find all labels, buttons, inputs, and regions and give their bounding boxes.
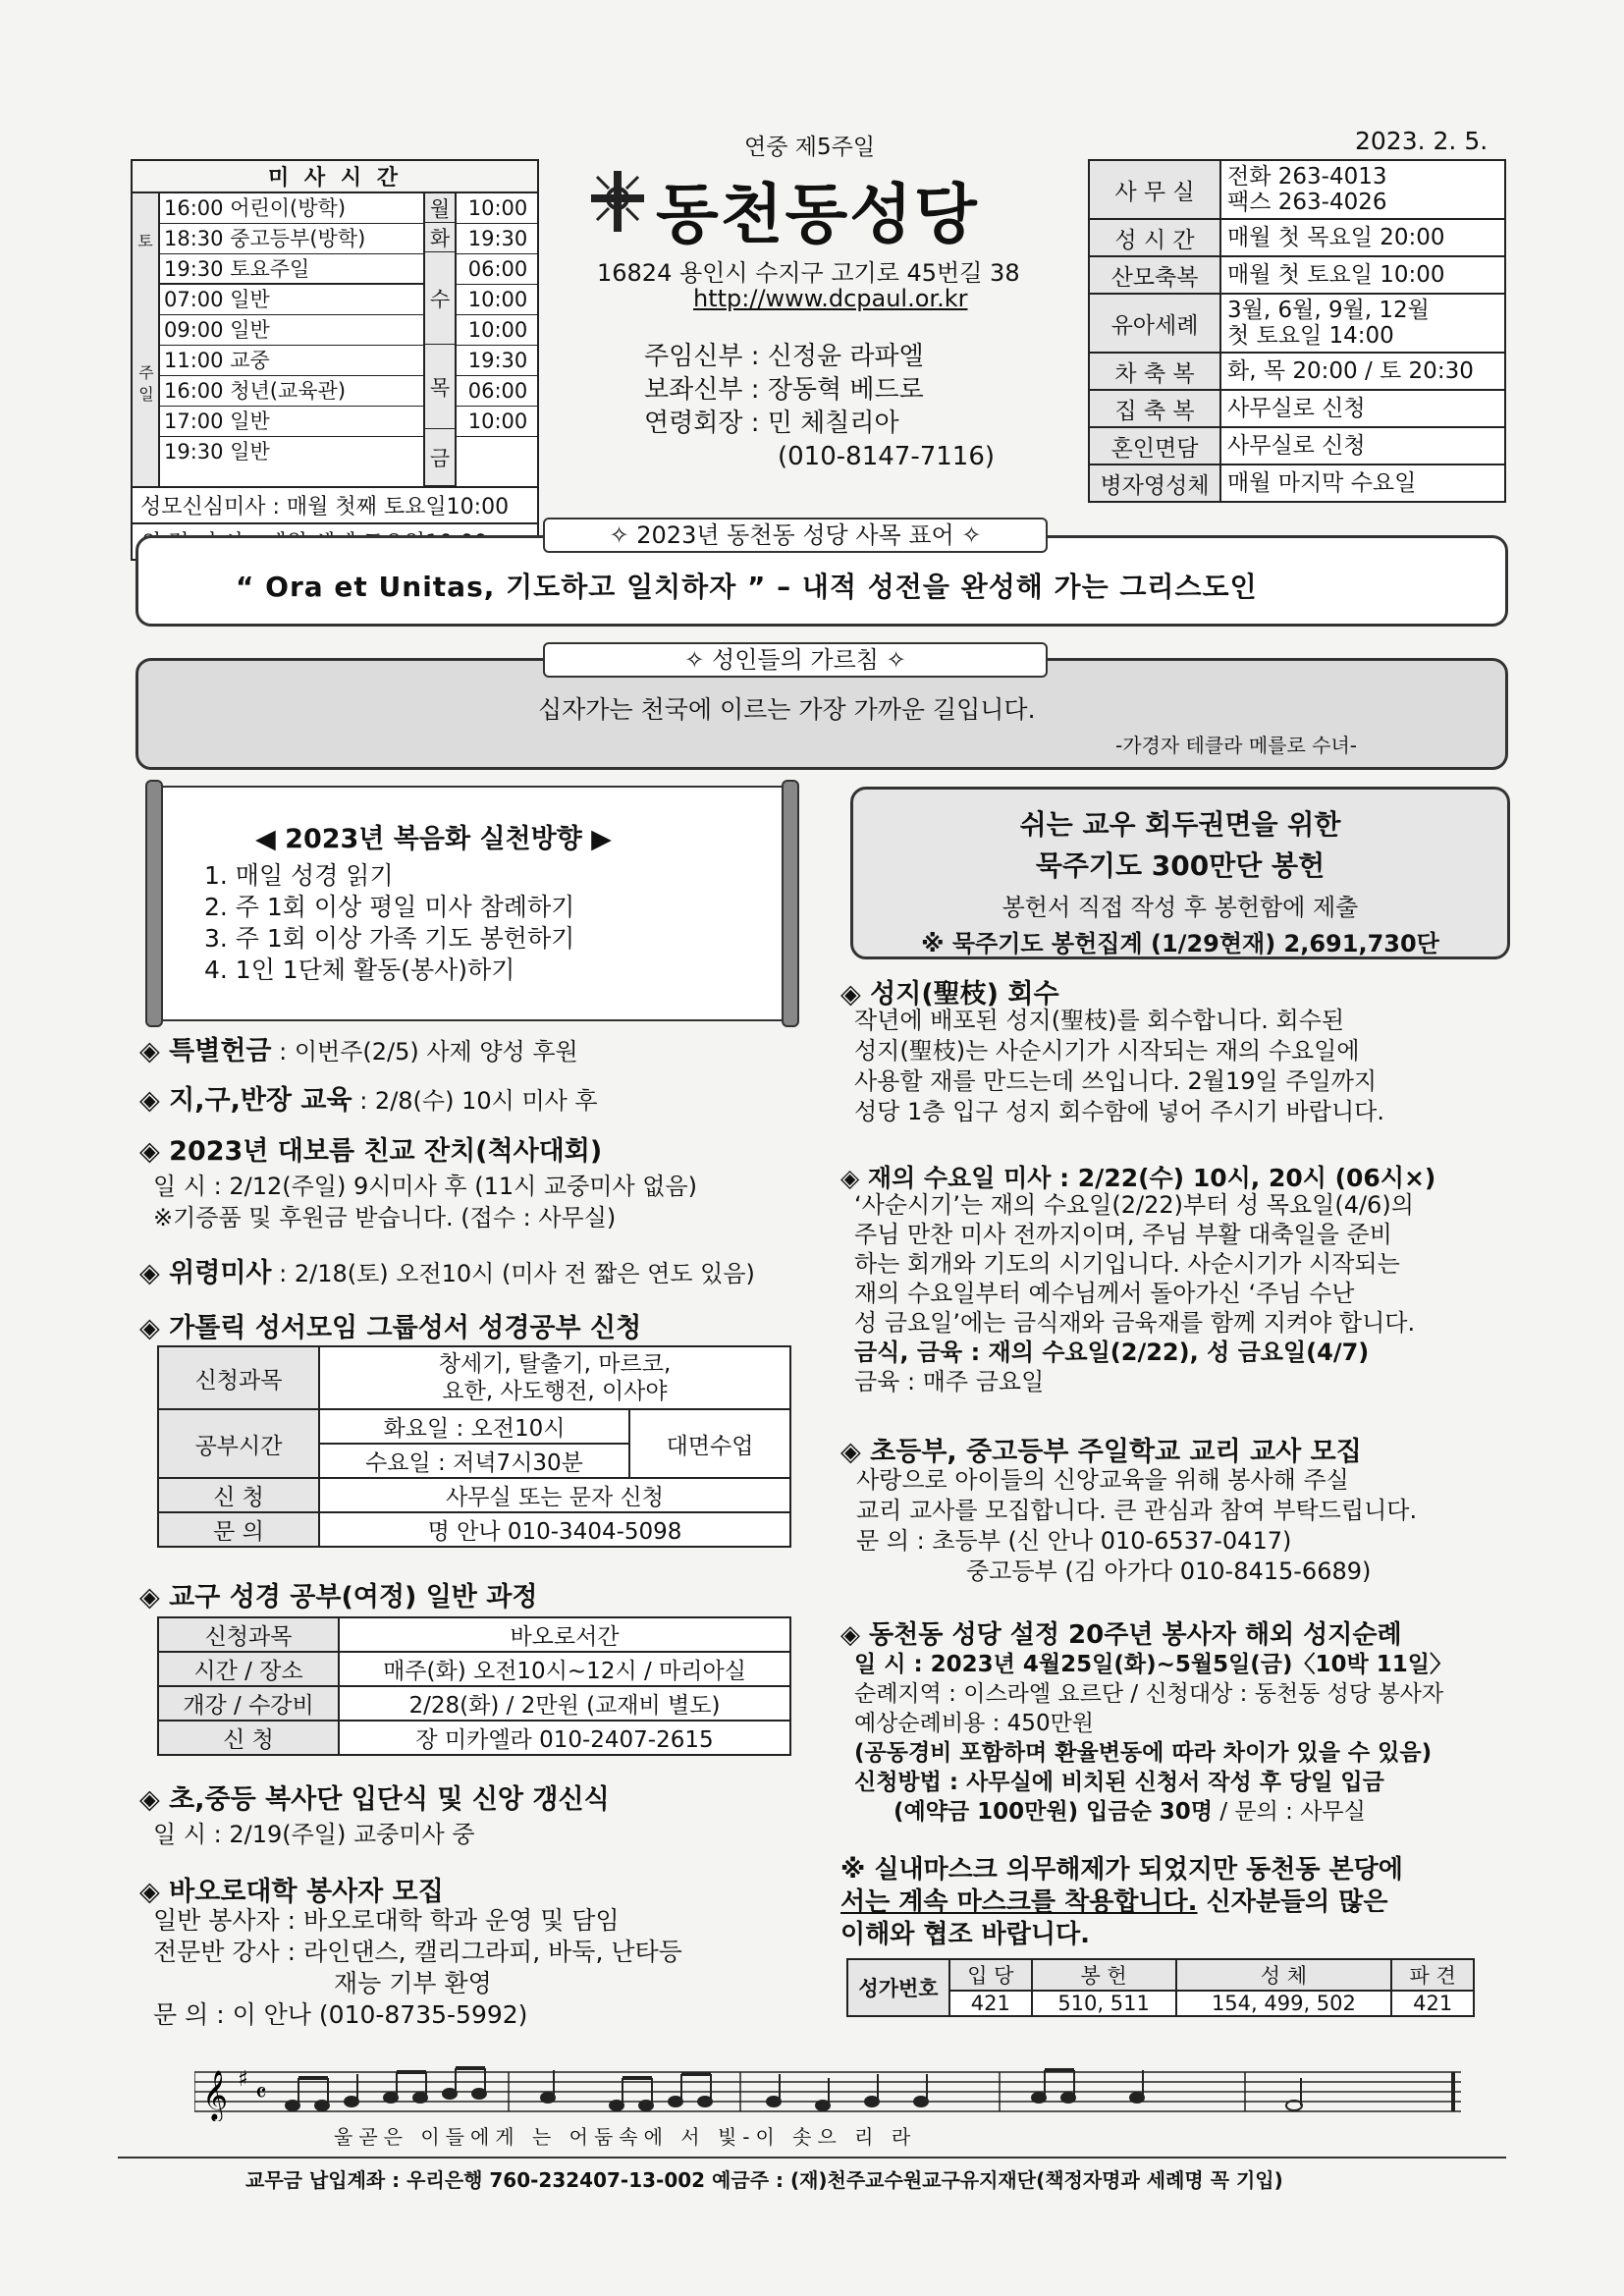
ash-body: ‘사순시기’는 재의 수요일(2/22)부터 성 목요일(4/6)의 주님 만찬 미사 전까지이며, 주님 부활 대축일을 준비 하는 회개와 기도의 시기입니다. 사순시기가 시작되는 재의 수요일부터 예수님께서 돌아가신 ‘주님 수난 성 금요일’에는 금식재와 금육재를 함께 지켜야 합니다. 금식, 금육 : 재의 수요일(2/22), 성 금요일(4/7) 금육 : 매주 금요일 <box>854 1191 1416 1395</box>
mass-time-row: 16:00 어린이(방학) <box>160 193 423 224</box>
parish-logo <box>587 167 648 240</box>
weekday-time: 06:00 <box>457 376 539 407</box>
diocese-study-row <box>158 1686 790 1721</box>
office-info-value: 화, 목 20:00 / 토 20:30 <box>1220 353 1505 390</box>
weekday-time: 10:00 <box>457 285 539 315</box>
diocese-study-table <box>157 1616 791 1756</box>
diocese-study-row <box>158 1721 790 1755</box>
office-info-table <box>1088 159 1506 503</box>
diocese-study-title: ◈ 교구 성경 공부(여정) 일반 과정 <box>139 1582 538 1613</box>
motto-label: ✧ 2023년 동천동 성당 사목 표어 ✧ <box>543 518 1048 553</box>
diocese-study-label: 시간 / 장소 <box>158 1652 339 1686</box>
office-info-label: 병자영성체 <box>1089 465 1220 502</box>
district-education: ◈ 지,구,반장 교육 : 2/8(수) 10시 미사 후 <box>139 1085 598 1116</box>
liturgical-week: 연중 제5주일 <box>744 135 876 160</box>
parish-url[interactable]: http://www.dcpaul.or.kr <box>693 285 968 312</box>
music-staff <box>194 2062 1461 2125</box>
bulletin-date: 2023. 2. 5. <box>1355 127 1489 155</box>
svg-text:𝄴: 𝄴 <box>255 2079 267 2108</box>
mass-time-row: 17:00 일반 <box>160 407 423 437</box>
office-info-value: 사무실로 신청 <box>1220 427 1505 465</box>
special-offering: ◈ 특별헌금 : 이번주(2/5) 사제 양성 후원 <box>139 1036 578 1066</box>
sunday-label: 주일 <box>133 286 160 486</box>
footer-account: 교무금 납입계좌 : 우리은행 760-232407-13-002 예금주 : (재)천주교수원교구유지재단(책정자명과 세례명 꼭 기입) <box>245 2168 1283 2192</box>
weekday-label: 수 <box>425 252 455 345</box>
weekday-time: 10:00 <box>457 193 539 224</box>
parish-name: 동천동성당 <box>656 177 979 252</box>
staff-list <box>644 340 995 473</box>
bible-group-title: ◈ 가톨릭 성서모임 그룹성서 성경공부 신청 <box>139 1313 642 1343</box>
staff-pastor: 주임신부 : 신정윤 라파엘 <box>644 342 924 371</box>
saints-attribution: -가경자 테클라 메를로 수녀- <box>1115 734 1358 757</box>
office-info-value: 사무실로 신청 <box>1220 390 1505 427</box>
office-info-row <box>1089 160 1505 219</box>
mass-time-row: 19:30 토요주일 <box>160 254 423 285</box>
diocese-study-label: 개강 / 수강비 <box>158 1686 339 1721</box>
palm-body: 작년에 배포된 성지(聖枝)를 회수합니다. 회수된 성지(聖枝)는 사순시기가 시작되는 재의 수요일에 사용할 재를 만드는데 쓰입니다. 2월19일 주일까지 성당 1층 입구 성지 회수함에 넣어 주시기 바랍니다. <box>854 1007 1384 1125</box>
mask-notice: ※ 실내마스크 의무해제가 되었지만 동천동 본당에 서는 계속 마스크를 착용합니다. 신자분들의 많은 이해와 협조 바랍니다. <box>840 1855 1403 1949</box>
paul-univ-title: ◈ 바오로대학 봉사자 모집 <box>139 1877 444 1907</box>
rosary-line2: 묵주기도 300만단 봉헌 <box>1035 849 1326 882</box>
festival-line1: 일 시 : 2/12(주일) 9시미사 후 (11시 교중미사 없음) <box>153 1173 698 1200</box>
diocese-study-row <box>158 1617 790 1652</box>
office-info-value: 매월 마지막 수요일 <box>1220 465 1505 502</box>
weekday-time: 19:30 <box>457 346 539 376</box>
weekday-label: 금 <box>425 429 455 486</box>
office-info-label: 혼인면담 <box>1089 427 1220 465</box>
music-lyrics: 울곧은 이들에게 는 어둠속에 서 빛-이 솟으 리 라 <box>334 2125 917 2149</box>
gospel-item: 3. 주 1회 이상 가족 기도 봉헌하기 <box>204 924 575 953</box>
office-info-row <box>1089 465 1505 502</box>
weekday-label: 화 <box>425 223 455 252</box>
rosary-line1: 쉬는 교우 회두권면을 위한 <box>1019 808 1341 841</box>
office-info-row <box>1089 219 1505 256</box>
weekday-label: 목 <box>425 345 455 429</box>
rosary-box <box>850 787 1510 959</box>
weekday-time: 10:00 <box>457 315 539 346</box>
pilgrimage-title: ◈ 동천동 성당 설정 20주년 봉사자 해외 성지순례 <box>840 1620 1402 1650</box>
parish-address: 16824 용인시 수지구 고기로 45번길 38 <box>597 259 1020 287</box>
ash-title: ◈ 재의 수요일 미사 : 2/22(수) 10시, 20시 (06시×) <box>840 1164 1436 1192</box>
staff-assistant: 보좌신부 : 장동혁 베드로 <box>644 375 924 405</box>
saints-label: ✧ 성인들의 가르침 ✧ <box>543 642 1048 678</box>
diocese-study-value: 매주(화) 오전10시~12시 / 마리아실 <box>339 1652 790 1686</box>
altar-text: 일 시 : 2/19(주일) 교중미사 중 <box>153 1821 475 1848</box>
office-info-row <box>1089 427 1505 465</box>
weekday-time: 06:00 <box>457 254 539 285</box>
office-info-label: 성 시 간 <box>1089 219 1220 256</box>
office-info-row <box>1089 256 1505 294</box>
diocese-study-value: 2/28(화) / 2만원 (교재비 별도) <box>339 1686 790 1721</box>
gospel-title: ◀ 2023년 복음화 실천방향 ▶ <box>255 824 612 854</box>
mass-time-row: 09:00 일반 <box>160 315 423 346</box>
mass-time-row: 16:00 청년(교육관) <box>160 376 423 407</box>
marian-mass: 성모신심미사 : 매월 첫째 토요일10:00 <box>133 488 537 524</box>
office-info-row <box>1089 294 1505 353</box>
bible-group-table: 신청과목 창세기, 탈출기, 마르코, 요한, 사도행전, 이사야 공부시간 화요일 : 오전10시 대면수업 수요일 : 저녁7시30분 신 청 사무실 또는 문자 신청 문 의 명 안나 010-3404-5098 <box>157 1345 791 1548</box>
office-info-value: 매월 첫 토요일 10:00 <box>1220 256 1505 294</box>
staff-phone: (010-8147-7116) <box>778 442 996 471</box>
mass-time-row: 11:00 교중 <box>160 346 423 376</box>
rosary-line3: 봉헌서 직접 작성 후 봉헌함에 제출 <box>1001 894 1359 921</box>
office-info-label: 사 무 실 <box>1089 160 1220 219</box>
footer-divider <box>118 2157 1506 2159</box>
diocese-study-label: 신청과목 <box>158 1617 339 1652</box>
requiem-notice: ◈ 위령미사 : 2/18(토) 오전10시 (미사 전 짧은 연도 있음) <box>139 1258 755 1288</box>
mass-time-row: 19:30 일반 <box>164 440 270 464</box>
mass-schedule-title: 미 사 시 간 <box>132 160 538 192</box>
office-info-value: 전화 263-4013 팩스 263-4026 <box>1220 160 1505 219</box>
palm-title: ◈ 성지(聖枝) 회수 <box>840 979 1059 1010</box>
gospel-item: 1. 매일 성경 읽기 <box>204 861 394 890</box>
altar-title: ◈ 초,중등 복사단 입단식 및 신앙 갱신식 <box>139 1784 610 1815</box>
staff-funeral: 연령회장 : 민 체칠리아 <box>644 409 899 438</box>
office-info-value: 3월, 6월, 9월, 12월 첫 토요일 14:00 <box>1220 294 1505 353</box>
mass-time-row: 07:00 일반 <box>160 285 423 315</box>
diocese-study-value: 장 미카엘라 010-2407-2615 <box>339 1721 790 1755</box>
gospel-item: 2. 주 1회 이상 평일 미사 참례하기 <box>204 893 575 921</box>
pilgrimage-body: 일 시 : 2023년 4월25일(화)~5월5일(금)〈10박 11일〉 순례지역 : 이스라엘 요르단 / 신청대상 : 동천동 성당 봉사자 예상순례비용 : 450만원 (공동경비 포함하며 환율변동에 따라 차이가 있을 수 있음) 신청방법 : 사무실에 비치된 신청서 작성 후 당일 입금 (예약금 100만원) 입금순 30명 / 문의 : 사무실 <box>854 1652 1452 1825</box>
office-info-label: 유아세례 <box>1089 294 1220 353</box>
svg-text:𝄞: 𝄞 <box>202 2070 229 2120</box>
diocese-study-row <box>158 1652 790 1686</box>
svg-text:♯: ♯ <box>238 2067 248 2092</box>
office-info-label: 산모축복 <box>1089 256 1220 294</box>
festival-title: ◈ 2023년 대보름 친교 잔치(척사대회) <box>139 1136 603 1167</box>
teachers-body: 사랑으로 아이들의 신앙교육을 위해 봉사해 주실 교리 교사를 모집합니다. 큰 관심과 참여 부탁드립니다. 문 의 : 초등부 (신 안나 010-6537-0417) 중고등부 (김 아가다 010-8415-6689) <box>856 1466 1418 1585</box>
festival-line2: ※기증품 및 후원금 받습니다. (접수 : 사무실) <box>153 1204 617 1231</box>
gospel-item: 4. 1인 1단체 활동(봉사)하기 <box>204 956 515 984</box>
office-info-row <box>1089 353 1505 390</box>
office-info-label: 집 축 복 <box>1089 390 1220 427</box>
mass-time-row: 18:30 중고등부(방학) <box>160 224 423 254</box>
weekday-time: 19:30 <box>457 224 539 254</box>
paul-univ-body: 일반 봉사자 : 바오로대학 학과 운영 및 담임 전문반 강사 : 라인댄스, 캘리그라피, 바둑, 난타등 재능 기부 환영 문 의 : 이 안나 (010-8735-5992) <box>153 1906 682 2029</box>
office-info-row <box>1089 390 1505 427</box>
music-notation-icon <box>194 2062 1461 2121</box>
rosary-line4: ※ 묵주기도 봉헌집계 (1/29현재) 2,691,730단 <box>921 930 1439 957</box>
teachers-title: ◈ 초등부, 중고등부 주일학교 교리 교사 모집 <box>840 1437 1362 1467</box>
weekday-label: 월 <box>425 193 455 223</box>
office-info-label: 차 축 복 <box>1089 353 1220 390</box>
diocese-study-label: 신 청 <box>158 1721 339 1755</box>
saturday-label: 토 <box>133 193 160 288</box>
gospel-scroll <box>145 786 799 1017</box>
office-info-value: 매월 첫 목요일 20:00 <box>1220 219 1505 256</box>
hymn-table: 성가번호 입 당 봉 헌 성 체 파 견 421 510, 511 154, 499, 502 421 <box>846 1958 1475 2017</box>
weekday-time: 10:00 <box>457 407 539 437</box>
saints-quote: 십자가는 천국에 이르는 가장 가까운 길입니다. <box>538 695 1036 724</box>
diocese-study-value: 바오로서간 <box>339 1617 790 1652</box>
motto-text: “ Ora et Unitas, 기도하고 일치하자 ” – 내적 성전을 완성해 가는 그리스도인 <box>236 571 1258 603</box>
mass-schedule <box>131 159 539 561</box>
